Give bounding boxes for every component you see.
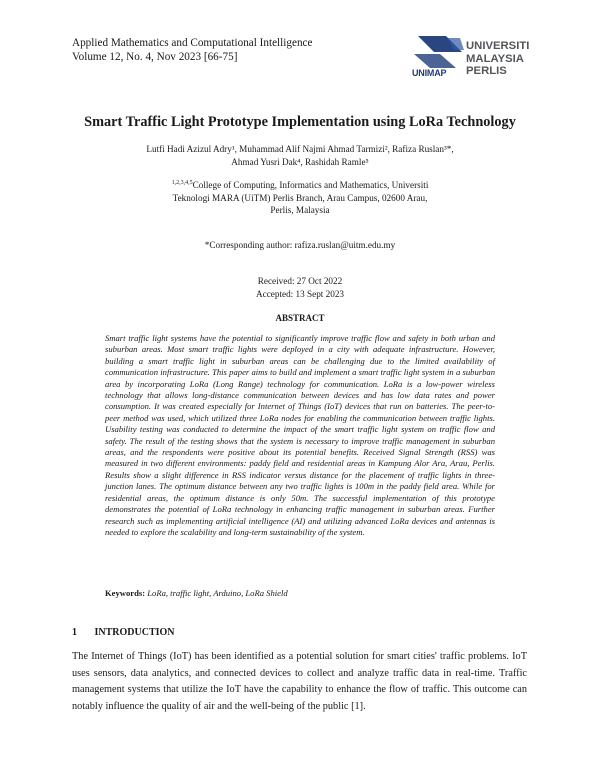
section-heading — [72, 627, 175, 638]
abstract-text: Smart traffic light systems have the potential to significantly improve traffic flow and safety in both urban and suburban areas. Most smart traffic lights were deployed in a city with adequate infrastructure. However, building a smart traffic light in suburban areas can be challenging due to the limited availability of communication infrastructure. This paper aims to build and implement a smart traffic light system in a suburban area by incorporating LoRa (Long Range) technology for communication. LoRa is a low-power wireless technology that allows long-distance communication between devices and has low data rates and power consumption. It was created especially for Internet of Things (IoT) devices that run on batteries. The peer-to-peer method was used, which utilized three LoRa nodes for enabling the communication between traffic lights. Usability testing was conducted to determine the impact of the smart traffic light system on traffic flow and safety. The result of the testing shows that the system is necessary to improve traffic management in suburban areas, and the respondents were positive about its potential benefits. Received Signal Strength (RSS) was measured in two different environments: paddy field and residential areas in Kampung Alor Ara, Arau, Perlis. Results show a slight difference in RSS indicator versus distance for the placement of traffic lights in three-junction lanes. The optimum distance between any two traffic lights is 100m in the paddy field area. While for residential areas, the optimum distance is only 50m. The successful implementation of this prototype demonstrates the potential of LoRa technology in enhancing traffic management in suburban areas. Further research such as implementing artificial intelligence (AI) and utilizing advanced LoRa devices and antennas is needed to explore the scalability and long-term sustainability of the system. — [105, 333, 495, 537]
keywords — [105, 588, 288, 598]
accepted-date: Accepted: 13 Sept 2023 — [255, 288, 345, 299]
affiliation-line-1: College of Computing, Informatics and Mathematics, Universiti — [192, 180, 429, 190]
submission-dates — [0, 275, 600, 300]
abstract-heading: ABSTRACT — [275, 313, 325, 323]
affiliation — [0, 179, 600, 217]
journal-name: Applied Mathematics and Computational Intelligence — [72, 37, 313, 49]
volume-info: Volume 12, No. 4, Nov 2023 [66-75] — [72, 51, 238, 63]
author-list — [0, 143, 600, 168]
journal-header — [72, 36, 312, 64]
introduction-paragraph: The Internet of Things (IoT) has been identified as a potential solution for smart cities' traffic problems. IoT uses sensors, data analytics, and connected devices to collect and analyze traffic data in real-time. Traffic management systems that utilize the IoT have the capability to enhance the flow of traffic. This outcome can notably influence the quality of air and the well-being of the public [1]. — [72, 651, 527, 712]
corresponding-author: *Corresponding author: rafiza.ruslan@uitm.edu.my — [204, 240, 396, 250]
section-title: INTRODUCTION — [94, 627, 175, 638]
affiliation-line-2: Teknologi MARA (UiTM) Perlis Branch, Arau Campus, 02600 Arau, — [172, 192, 428, 203]
paper-title: Smart Traffic Light Prototype Implementation using LoRa Technology — [84, 114, 516, 130]
affiliation-line-3: Perlis, Malaysia — [270, 205, 330, 215]
authors-line-2: Ahmad Yusri Dak⁴, Rashidah Ramle⁵ — [231, 156, 369, 167]
received-date: Received: 27 Oct 2022 — [257, 276, 343, 286]
affiliation-superscript: 1,2,3,4,5 — [171, 179, 193, 186]
authors-line-1: Lutfi Hadi Azizul Adry¹, Muhammad Alif Najmi Ahmad Tarmizi², Rafiza Ruslan³*, — [146, 144, 454, 154]
unimap-wordmark-main: UNI — [412, 68, 427, 78]
unimap-wordmark — [412, 68, 446, 78]
keywords-list: LoRa, traffic light, Arduino, LoRa Shield — [147, 588, 288, 598]
university-name: UNIVERSITI MALAYSIA PERLIS — [466, 40, 530, 77]
unimap-wordmark-accent: MAP — [426, 68, 447, 78]
keywords-label: Keywords: — [105, 588, 146, 598]
section-number: 1 — [72, 627, 77, 638]
